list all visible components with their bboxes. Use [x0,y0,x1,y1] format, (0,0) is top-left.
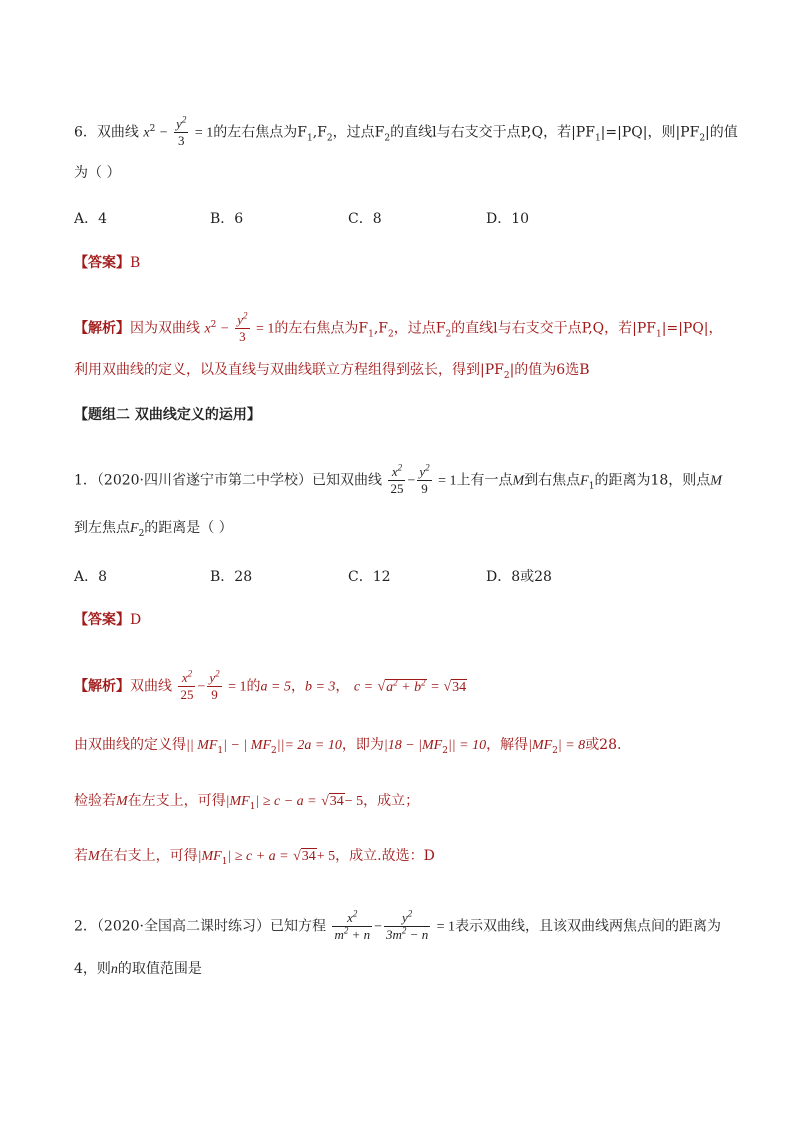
q6-option-c: C．8 [348,211,382,227]
q6-analysis-line1: 【解析】因为双曲线 $x^2$ − $\frac{y^2}{3}$ = 1的左右焦点为$F_1,F_2$，过点$F_2$的直线l与右支交于点P,Q，若$|PF_1|=|PQ|$， [74,310,723,344]
q2-line1: 2．（2020·全国高二课时练习）已知方程 $\frac{x^2}{m^2 + n}$ − $\frac{y^2}{3m^2 - n}$ = 1表示双曲线，且该双曲线两焦点间的距离为 [74,908,722,942]
q1-analysis-line1: 【解析】双曲线 $\frac{x^2}{25}$ − $\frac{y^2}{9}$ = 1的a = 5，b = 3， $c = √a^2 + b^2 = √34$ [74,668,467,702]
q1-option-b: B．28 [210,569,253,585]
q6-line1: 6．双曲线 $x^2$ − $\frac{y^2}{3}$ = 1的左右焦点为$F_1,F_2$，过点$F_2$的直线l与右支交于点P,Q，若$|PF_1|=|PQ|$，则$|PF_2|$的值 [74,114,738,148]
q1-line2: 到左焦点$F_2$的距离是（ ） [74,520,233,539]
q6-option-d: D．10 [486,211,530,227]
q1-answer: 【答案】D [74,612,142,628]
q6-option-a: A．4 [74,211,108,227]
q1-option-c: C．12 [348,569,391,585]
q6-analysis-line2: 利用双曲线的定义，以及直线与双曲线联立方程组得到弦长，得到$|PF_2|$的值为6选B [74,362,590,381]
q6-line2: 为（ ） [74,165,121,181]
q1-analysis-step2: 检验若M在左支上，可得$|MF_1| \ge c - a = √34- 5$，成立； [74,793,420,812]
q1-line1: 1．（2020·四川省遂宁市第二中学校）已知双曲线 $\frac{x^2}{25}$ − $\frac{y^2}{9}$ = 1上有一点M到右焦点$F_1$的距离为18，则点M [74,462,722,496]
q6-fraction: $\frac{y^2}{3}$ [176,114,187,148]
q6-option-b: B．6 [210,211,244,227]
q1-analysis-step1: 由双曲线的定义得|| $MF_1|$ − | $MF_2||= 2a = 10$，即为$|18 - |MF_2|| = 10$，解得$|MF_2| = 8$或28. [74,737,622,756]
group2-title: 【题组二 双曲线定义的运用】 [74,407,261,423]
q1-option-a: A．8 [74,569,108,585]
q2-line2: 4，则n的取值范围是 [74,961,202,977]
q1-option-d: D．8或28 [486,569,552,585]
q1-analysis-step3: 若M在右支上，可得$|MF_1| \ge c + a = √34+ 5$，成立.故选：D [74,848,435,867]
q6-answer: 【答案】B [74,255,141,271]
